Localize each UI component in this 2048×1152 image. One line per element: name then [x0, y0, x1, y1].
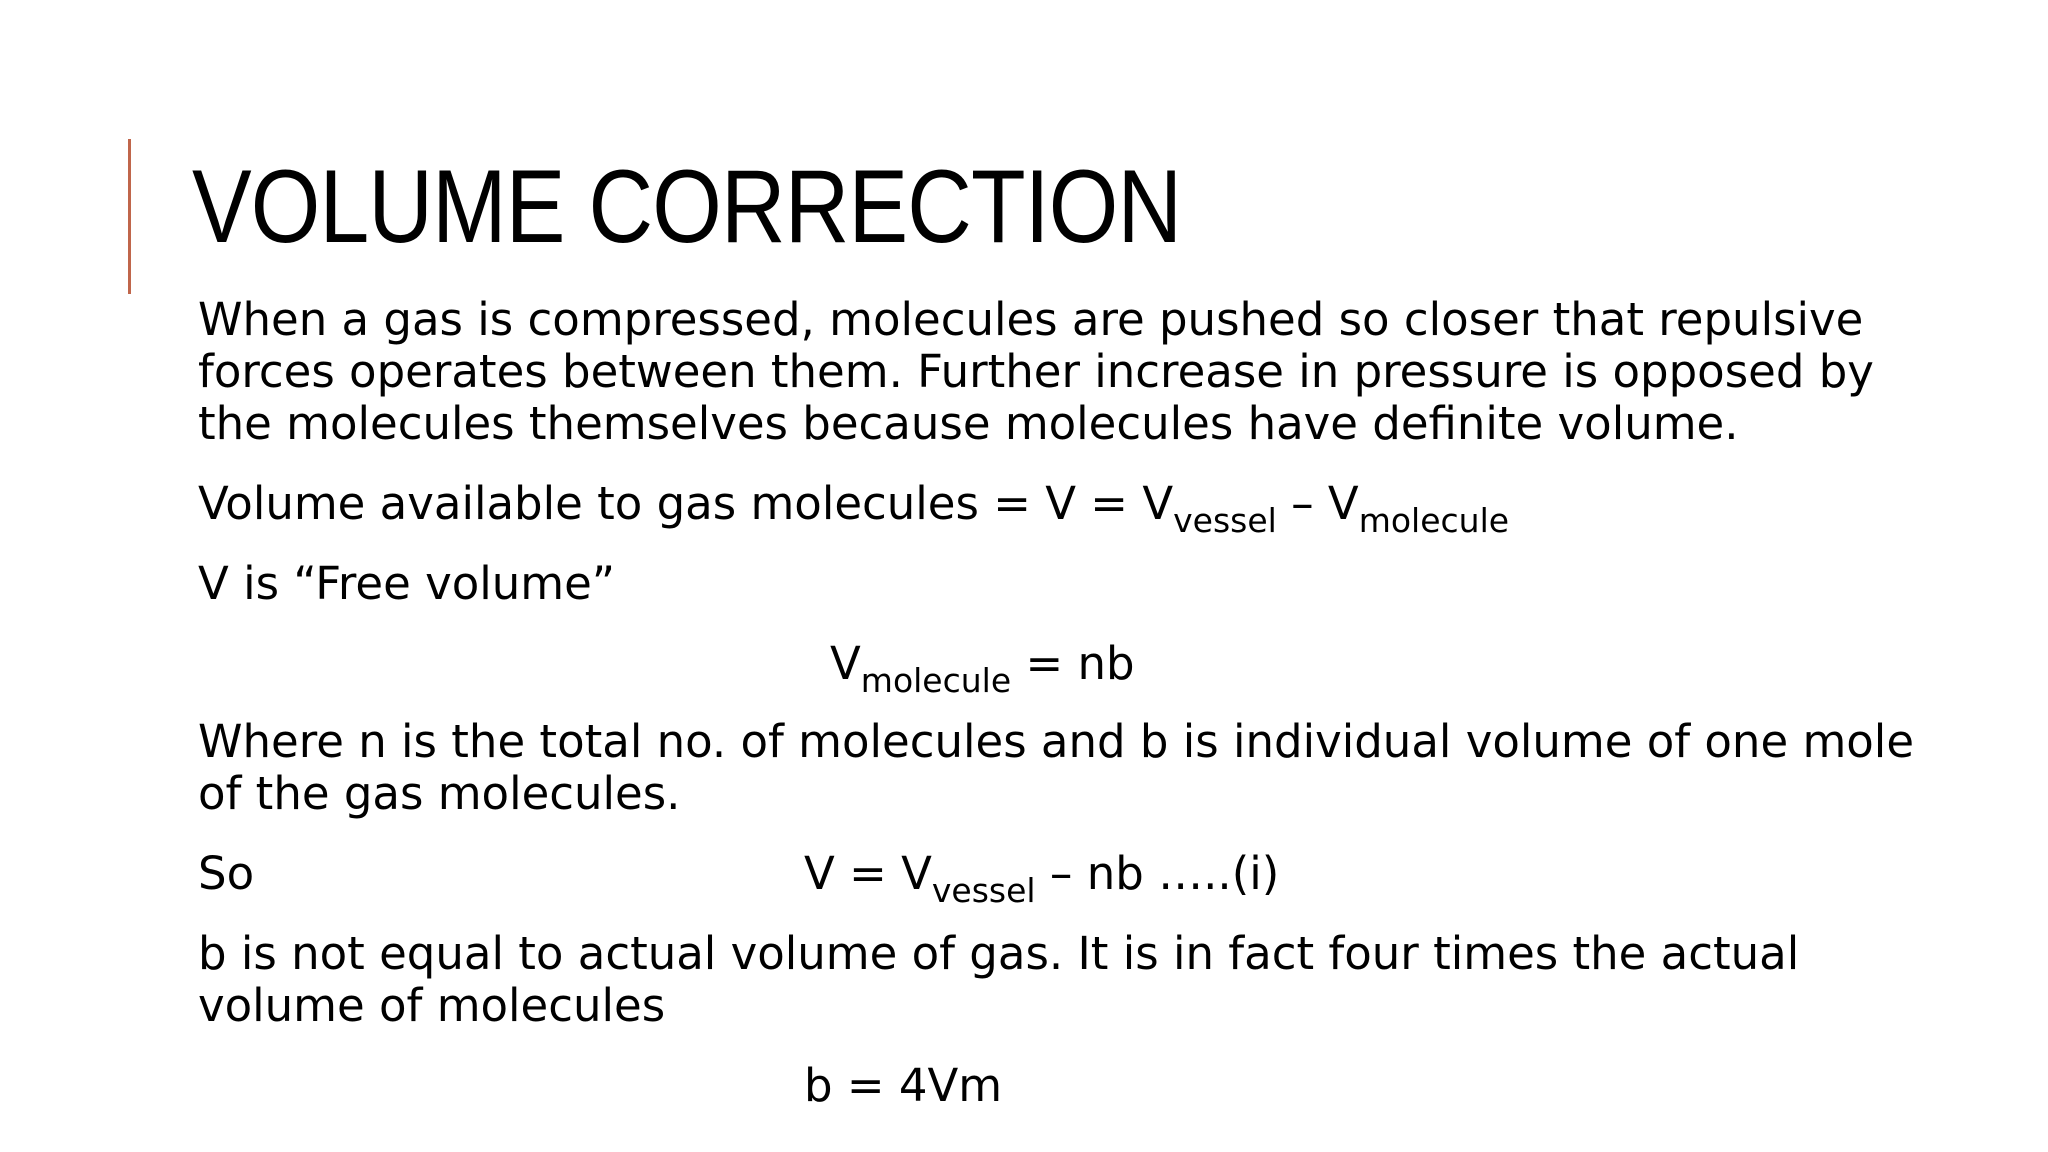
- volume-available-equation: [198, 477, 1998, 540]
- paragraph-1-line-3: the molecules themselves because molecules have definite volume.: [198, 397, 1739, 450]
- paragraph-2-line-2: of the gas molecules.: [198, 767, 681, 820]
- paragraph-3-line-2: volume of molecules: [198, 979, 666, 1032]
- equation-i-prefix: V = V: [804, 847, 932, 900]
- molecule-equation-rhs: = nb: [1011, 637, 1135, 690]
- equation-i-rhs: – nb …..(i): [1035, 847, 1280, 900]
- volume-equation-prefix: Volume available to gas molecules = V = V: [198, 477, 1174, 530]
- molecule-v: V: [830, 637, 861, 690]
- slide-body: [198, 294, 1998, 1112]
- molecule-v-subscript: molecule: [860, 661, 1012, 700]
- paragraph-2-line-1: Where n is the total no. of molecules and b is individual volume of one mole: [198, 715, 1914, 768]
- equation-i-row: [198, 847, 1998, 910]
- paragraph-1-line-1: When a gas is compressed, molecules are pushed so closer that repulsive: [198, 293, 1864, 346]
- equation-i: [804, 847, 1280, 910]
- paragraph-1-line-2: forces operates between them. Further increase in pressure is opposed by: [198, 345, 1874, 398]
- b-equation: b = 4Vm: [804, 1059, 1003, 1112]
- molecule-volume-equation: [198, 637, 1998, 700]
- volume-equation-minus: – V: [1276, 477, 1359, 530]
- molecule-subscript: molecule: [1358, 501, 1510, 540]
- paragraph-3-line-1: b is not equal to actual volume of gas. It is in fact four times the actual: [198, 927, 1800, 980]
- free-volume-statement: V is “Free volume”: [198, 557, 616, 610]
- equation-i-subscript: vessel: [931, 871, 1036, 910]
- so-label: So: [198, 847, 255, 900]
- vessel-subscript: vessel: [1173, 501, 1277, 540]
- title-accent-bar: [128, 139, 131, 294]
- slide-title: VOLUME CORRECTION: [192, 149, 1182, 265]
